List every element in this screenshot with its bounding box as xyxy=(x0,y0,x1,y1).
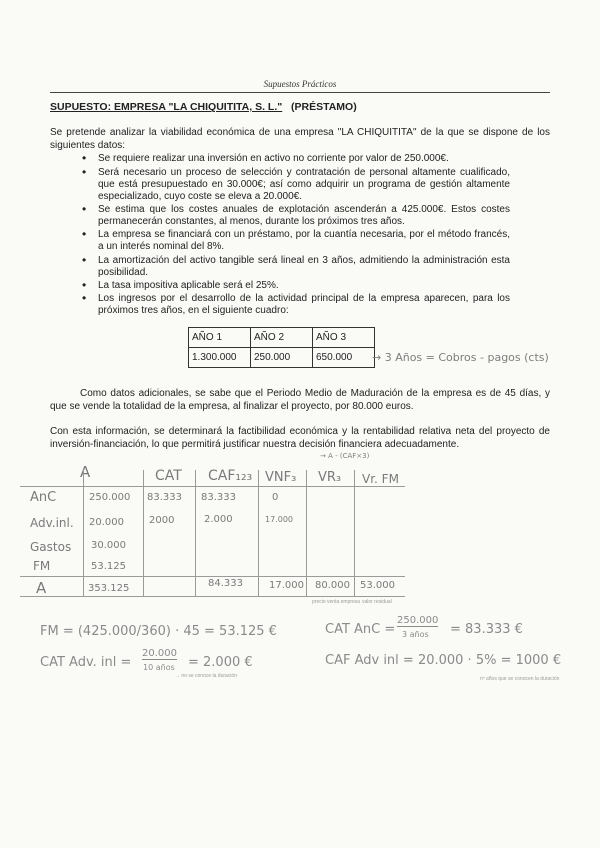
intro-paragraph: Se pretende analizar la viabilidad económica de una empresa "LA CHIQUITITA" de la que se dispone de los siguientes datos: xyxy=(50,127,550,151)
year-value: 250.000 xyxy=(251,348,313,368)
hand-cell: 17.000 xyxy=(265,515,293,524)
hand-footnote: valor residual xyxy=(362,599,392,605)
hand-cell: 353.125 xyxy=(88,583,130,594)
formula-cat-anc-right: = 83.333 € xyxy=(450,622,523,637)
year-header: AÑO 3 xyxy=(313,328,375,348)
bullet-4: La empresa se financiará con un préstamo, por la cuantía necesaria, por el método francés, a un interés nominal del 8%. xyxy=(98,229,510,252)
hand-cell: 17.000 xyxy=(269,580,304,591)
bullet-6: La tasa impositiva aplicable será el 25%. xyxy=(98,280,279,291)
hand-cell: 80.000 xyxy=(315,580,350,591)
bullet-2: Será necesario un proceso de selección y contratación de personal altamente cualificado, que está presupuestado en 30.000€; así como adquirir un programa de gestión altamente especializado, cuyo coste se eleva a 20.000€. xyxy=(98,167,510,202)
formula-cat-adv-num: 20.000 xyxy=(142,648,177,659)
bullet-dot: • xyxy=(82,202,87,216)
year-header: AÑO 2 xyxy=(251,328,313,348)
grid-line xyxy=(20,596,405,597)
hand-col-header: A xyxy=(80,463,91,481)
bullet-dot: • xyxy=(82,278,87,292)
hand-cell: 53.000 xyxy=(360,580,395,591)
bullet-dot: • xyxy=(82,227,87,241)
hand-col-header: VR₃ xyxy=(318,470,342,485)
conclusion-paragraph: Con esta información, se determinará la factibilidad económica y la rentabilidad relativa neta del proyecto de inversión-financiación, lo que permitirá justificar nuestra decisión financiera adecuadamente. xyxy=(50,426,550,450)
hand-cell: 0 xyxy=(272,492,279,503)
formula-cat-anc-num: 250.000 xyxy=(397,615,439,626)
grid-line xyxy=(306,470,307,596)
formula-cat-adv-den: 10 años xyxy=(143,663,175,672)
hand-cell: 83.333 xyxy=(201,492,236,503)
hand-col-header: VNF₃ xyxy=(265,470,297,485)
formula-cat-adv-left: CAT Adv. inl = xyxy=(40,655,132,670)
hand-footnote: precio venta empresa xyxy=(312,599,361,605)
years-handwritten-note: → 3 Años = Cobros - pagos (cts) xyxy=(372,351,549,364)
formula-cat-adv-right: = 2.000 € xyxy=(188,655,253,670)
formula-caf-adv: CAF Adv inl = 20.000 · 5% = 1000 € xyxy=(325,653,562,668)
income-table xyxy=(188,327,375,368)
grid-line xyxy=(20,486,405,487)
grid-line xyxy=(354,470,355,596)
bullet-dot: • xyxy=(82,165,87,179)
formula-cat-adv-note: → no se conoce la duración xyxy=(175,673,237,679)
hand-cell: 20.000 xyxy=(89,517,124,528)
hand-row-label: A xyxy=(36,579,47,597)
hand-cell: 2000 xyxy=(149,515,175,526)
title-suffix: (PRÉSTAMO) xyxy=(291,101,357,113)
formula-caf-adv-note: nº años que se conocen la duración xyxy=(480,676,560,682)
formula-fm: FM = (425.000/360) · 45 = 53.125 € xyxy=(40,624,277,639)
hand-row-label: Adv.inl. xyxy=(30,516,74,530)
bullet-1: Se requiere realizar una inversión en activo no corriente por valor de 250.000€. xyxy=(98,153,449,164)
hand-cell: 30.000 xyxy=(91,540,126,551)
grid-line xyxy=(83,470,84,596)
hand-cell: 83.333 xyxy=(147,492,182,503)
hand-col-header: Vr. FM xyxy=(362,472,399,486)
hand-cell: 53.125 xyxy=(91,561,126,572)
year-value: 1.300.000 xyxy=(189,348,251,368)
extra-paragraph: Como datos adicionales, se sabe que el Periodo Medio de Maduración de la empresa es de 45 días, y que se vende la totalidad de la empresa, al finalizar el proyecto, por 80.000 euros. xyxy=(50,388,550,412)
grid-line xyxy=(258,470,259,596)
document-title xyxy=(50,101,357,113)
bullet-dot: • xyxy=(82,253,87,267)
bullet-3: Se estima que los costes anuales de explotación ascenderán a 425.000€. Estos costes permanecerán constantes, al menos, durante los próximos tres años. xyxy=(98,204,510,227)
year-header: AÑO 1 xyxy=(189,328,251,348)
header-rule xyxy=(50,92,550,93)
hand-row-label: AnC xyxy=(30,490,57,505)
grid-line xyxy=(20,576,405,577)
formula-cat-anc-left: CAT AnC = xyxy=(325,622,396,637)
hand-cell: 2.000 xyxy=(204,514,233,525)
hand-col-header: CAT xyxy=(155,468,182,484)
bullet-7: Los ingresos por el desarrollo de la actividad principal de la empresa aparecen, para los próximos tres años, en el siguiente cuadro: xyxy=(98,293,510,316)
year-value: 650.000 xyxy=(313,348,375,368)
formula-cat-anc-den: 3 años xyxy=(402,630,429,639)
bullet-dot: • xyxy=(82,151,87,165)
running-header: Supuestos Prácticos xyxy=(263,79,337,89)
grid-line xyxy=(195,470,196,596)
hand-row-label: FM xyxy=(33,559,51,573)
title-main: SUPUESTO: EMPRESA "LA CHIQUITITA, S. L." xyxy=(50,101,283,113)
hand-row-label: Gastos xyxy=(30,540,72,554)
bullet-dot: • xyxy=(82,291,87,305)
hand-cell: 84.333 xyxy=(208,578,243,589)
hand-cell: 250.000 xyxy=(89,492,131,503)
grid-line xyxy=(143,470,144,596)
hand-col-header: CAF₁₂₃ xyxy=(208,468,253,484)
hand-table-top-note: → A - (CAF×3) xyxy=(320,452,370,460)
bullet-5: La amortización del activo tangible será lineal en 3 años, admitiendo la administración esta posibilidad. xyxy=(98,255,510,278)
